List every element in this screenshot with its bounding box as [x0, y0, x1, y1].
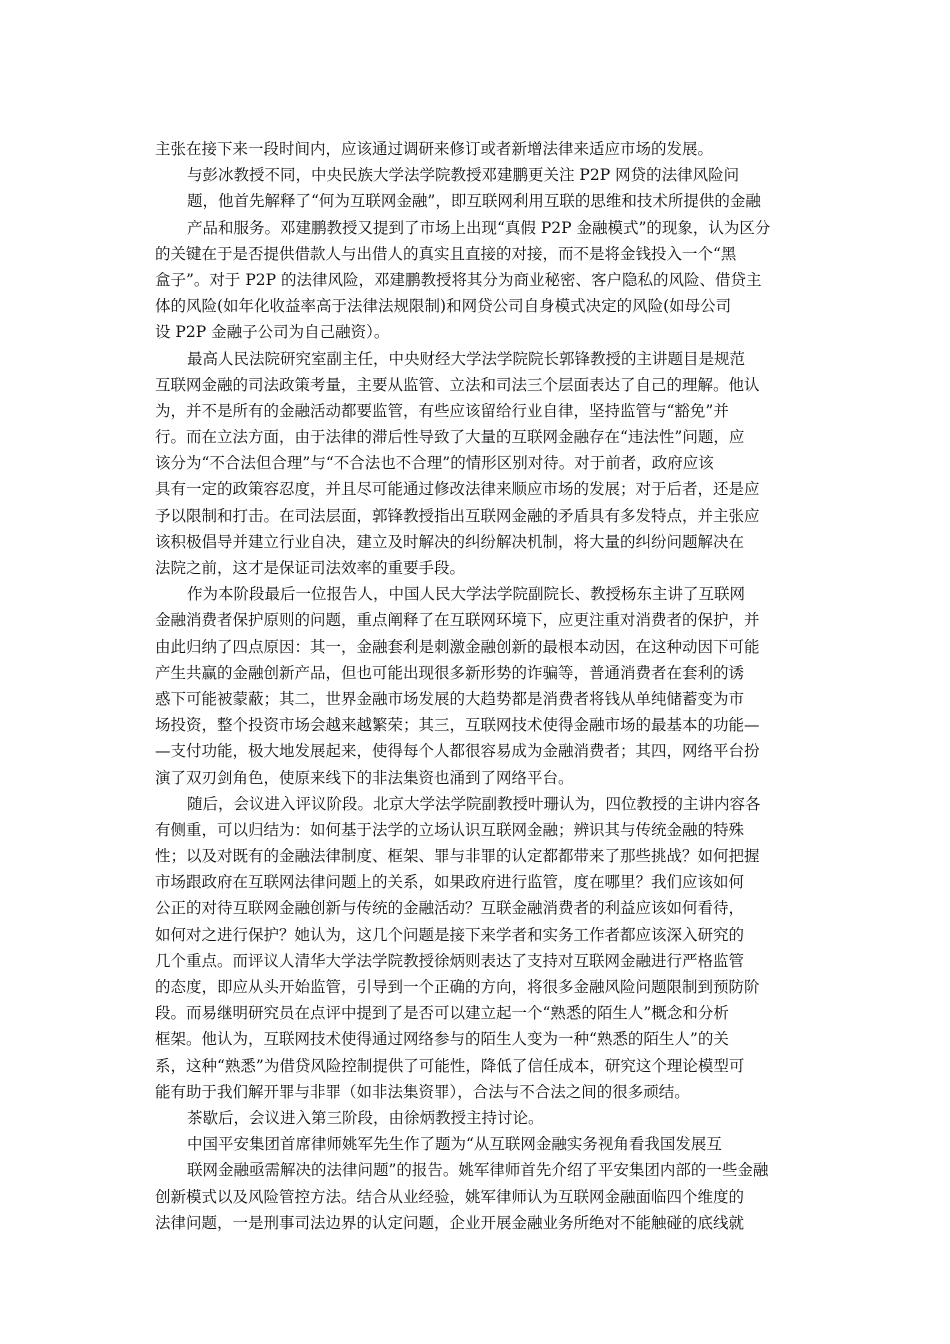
text-line: 场投资，整个投资市场会越来越繁荣；其三，互联网技术使得金融市场的最基本的功能— [155, 716, 760, 735]
text-line: 产生共赢的金融创新产品，但也可能出现很多新形势的诈骗等，普通消费者在套利的诱 [155, 663, 745, 682]
text-line: 联网金融亟需解决的法律问题”的报告。姚军律师首先介绍了平安集团内部的一些金融 [187, 1161, 769, 1180]
text-line: 主张在接下来一段时间内，应该通过调研来修订或者新增法律来适应市场的发展。 [155, 140, 714, 158]
text-line: 如何对之进行保护？她认为，这几个问题是接下来学者和实务工作者都应该深入研究的 [155, 925, 745, 944]
text-line: —支付功能，极大地发展起来，使得每个人都很容易成为金融消费者；其四，网络平台扮 [155, 742, 760, 761]
text-line: 互联网金融的司法政策考量，主要从监管、立法和司法三个层面表达了自己的理解。他认 [155, 375, 760, 394]
text-line: 该积极倡导并建立行业自决，建立及时解决的纠纷解决机制，将大量的纠纷问题解决在 [155, 532, 745, 551]
text-line: 框架。他认为，互联网技术使得通过网络参与的陌生人变为一种“熟悉的陌生人”的关 [155, 1030, 729, 1049]
text-line: 法院之前，这才是保证司法效率的重要手段。 [155, 559, 466, 577]
text-line: 公正的对待互联网金融创新与传统的金融活动？互联金融消费者的利益应该如何看待， [155, 899, 745, 918]
text-line: 茶歇后，会议进入第三阶段，由徐炳教授主持讨论。 [187, 1108, 544, 1127]
text-line: 金融消费者保护原则的问题，重点阐释了在互联网环境下，应更注重对消费者的保护，并 [155, 611, 760, 630]
text-line: 的关键在于是否提供借款人与出借人的真实且直接的对接，而不是将金钱投入一个“黑 [155, 244, 737, 263]
text-line: 与彭冰教授不同，中央民族大学法学院教授邓建鹏更关注 P2P 网贷的法律风险问 [187, 166, 740, 185]
text-line: 系，这种“熟悉”为借贷风险控制提供了可能性，降低了信任成本，研究这个理论模型可 [155, 1056, 745, 1075]
text-line: 创新模式以及风险管控方法。结合从业经验，姚军律师认为互联网金融面临四个维度的 [155, 1187, 745, 1206]
text-line: 题，他首先解释了“何为互联网金融”，即互联网利用互联的思维和技术所提供的金融 [187, 192, 761, 211]
text-line: 有侧重，可以归结为：如何基于法学的立场认识互联网金融；辨识其与传统金融的特殊 [155, 820, 745, 839]
text-line: 设 P2P 金融子公司为自己融资）。 [155, 323, 390, 342]
text-line: 予以限制和打击。在司法层面，郭锋教授指出互联网金融的矛盾具有多发特点，并主张应 [155, 506, 760, 525]
text-line: 中国平安集团首席律师姚军先生作了题为“从互联网金融实务视角看我国发展互 [187, 1135, 722, 1154]
text-line: 惑下可能被蒙蔽；其二，世界金融市场发展的大趋势都是消费者将钱从单纯储蓄变为市 [155, 689, 745, 708]
text-line: 随后，会议进入评议阶段。北京大学法学院副教授叶珊认为，四位教授的主讲内容各 [187, 794, 761, 813]
text-line: 法律问题，一是刑事司法边界的认定问题，企业开展金融业务所绝对不能触碰的底线就 [155, 1213, 745, 1232]
text-line: 具有一定的政策容忍度，并且尽可能通过修改法律来顺应市场的发展；对于后者，还是应 [155, 480, 760, 499]
text-line: 该分为“不合法但合理”与“不合法也不合理”的情形区别对待。对于前者，政府应该 [155, 454, 714, 473]
text-line: 产品和服务。邓建鹏教授又提到了市场上出现“真假 P2P 金融模式”的现象，认为区分 [187, 218, 771, 237]
text-line: 的态度，即应从头开始监管，引导到一个正确的方向，将很多金融风险问题限制到预防阶 [155, 978, 760, 996]
text-line: 市场跟政府在互联网法律问题上的关系，如果政府进行监管，度在哪里？我们应该如何 [155, 873, 745, 892]
text-line: 作为本阶段最后一位报告人，中国人民大学法学院副院长、教授杨东主讲了互联网 [187, 585, 746, 604]
text-line: 最高人民法院研究室副主任，中央财经大学法学院院长郭锋教授的主讲题目是规范 [187, 349, 746, 368]
text-line: 由此归纳了四点原因：其一，金融套利是刺激金融创新的最根本动因，在这种动因下可能 [155, 637, 760, 656]
text-line: 几个重点。而评议人清华大学法学院教授徐炳则表达了支持对互联网金融进行严格监管 [155, 951, 745, 970]
text-line: 体的风险(如年化收益率高于法律法规限制)和网贷公司自身模式决定的风险(如母公司 [155, 297, 732, 316]
text-line: 为，并不是所有的金融活动都要监管，有些应该留给行业自律，坚持监管与“豁免”并 [155, 401, 729, 420]
text-line: 能有助于我们解开罪与非罪（如非法集资罪），合法与不合法之间的很多顽结。 [155, 1082, 690, 1101]
text-line: 段。而易继明研究员在点评中提到了是否可以建立起一个“熟悉的陌生人”概念和分析 [155, 1004, 729, 1023]
document-body [155, 136, 795, 1236]
text-line: 性；以及对既有的金融法律制度、框架、罪与非罪的认定都都带来了那些挑战？如何把握 [155, 847, 760, 866]
text-line: 行。而在立法方面，由于法律的滞后性导致了大量的互联网金融存在“违法性”问题，应 [155, 428, 745, 447]
text-line: 盒子”。对于 P2P 的法律风险，邓建鹏教授将其分为商业秘密、客户隐私的风险、借贷主 [155, 270, 762, 289]
text-line: 演了双刃剑角色，使原来线下的非法集资也涌到了网络平台。 [155, 768, 574, 787]
